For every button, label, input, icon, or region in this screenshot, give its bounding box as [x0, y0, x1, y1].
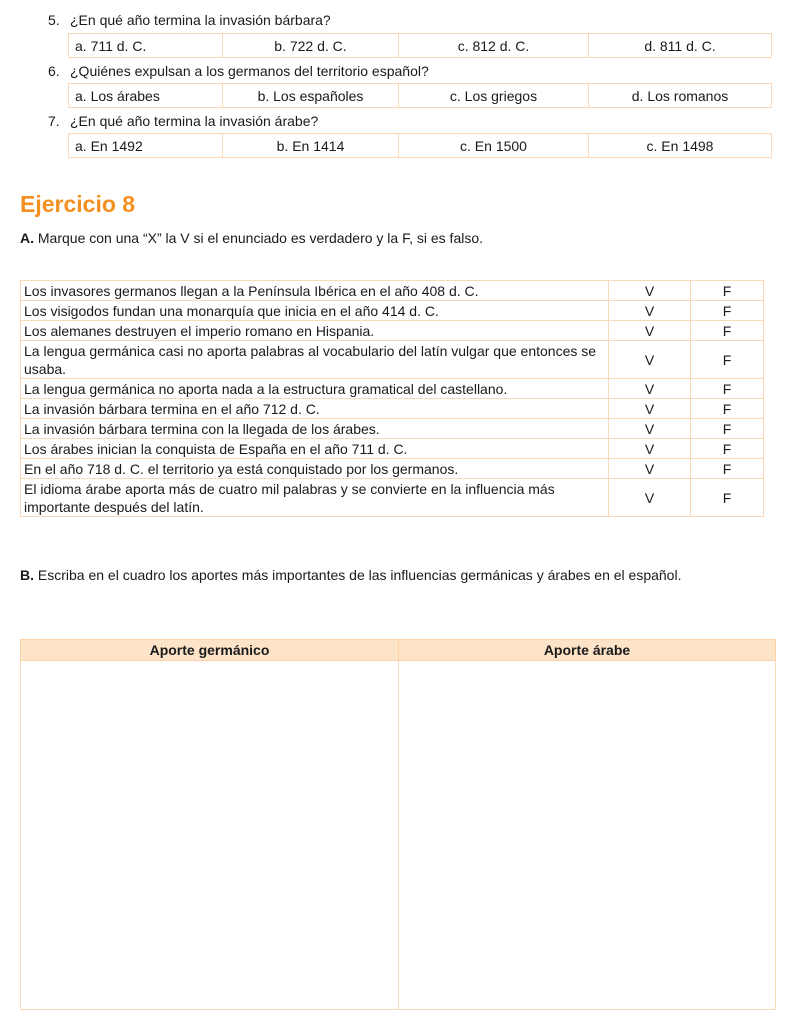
option-c[interactable]: c. 812 d. C.	[399, 34, 589, 58]
statement: El idioma árabe aporta más de cuatro mil palabras y se convierte en la influencia más importante después del latín.	[21, 479, 609, 517]
true-false-table	[20, 280, 764, 517]
header-arabic: Aporte árabe	[399, 640, 776, 661]
true-option[interactable]: V	[609, 341, 691, 379]
question-7-options	[68, 133, 772, 158]
false-option[interactable]: F	[691, 281, 764, 301]
part-b-label: B.	[20, 567, 34, 583]
true-option[interactable]: V	[609, 439, 691, 459]
table-row	[21, 439, 764, 459]
true-option[interactable]: V	[609, 379, 691, 399]
statement: La lengua germánica no aporta nada a la estructura gramatical del castellano.	[21, 379, 609, 399]
option-b[interactable]: b. En 1414	[223, 134, 399, 158]
question-6-options	[68, 83, 772, 108]
table-row	[21, 379, 764, 399]
table-row	[21, 419, 764, 439]
statement: La invasión bárbara termina en el año 712 d. C.	[21, 399, 609, 419]
question-6	[48, 62, 429, 80]
false-option[interactable]: F	[691, 459, 764, 479]
germanic-answer-cell[interactable]	[21, 661, 399, 1010]
false-option[interactable]: F	[691, 321, 764, 341]
table-row	[21, 301, 764, 321]
false-option[interactable]: F	[691, 301, 764, 321]
table-row	[21, 321, 764, 341]
part-b-instruction	[20, 565, 765, 585]
statement: Los invasores germanos llegan a la Península Ibérica en el año 408 d. C.	[21, 281, 609, 301]
false-option[interactable]: F	[691, 439, 764, 459]
statement: La invasión bárbara termina con la llegada de los árabes.	[21, 419, 609, 439]
table-row	[21, 661, 776, 1010]
option-d[interactable]: c. En 1498	[589, 134, 772, 158]
question-text: ¿En qué año termina la invasión árabe?	[70, 113, 319, 129]
question-5	[48, 11, 331, 29]
statement: En el año 718 d. C. el territorio ya está conquistado por los germanos.	[21, 459, 609, 479]
option-b[interactable]: b. 722 d. C.	[223, 34, 399, 58]
part-a-text: Marque con una “X” la V si el enunciado es verdadero y la F, si es falso.	[37, 230, 484, 246]
contributions-table	[20, 639, 776, 1010]
question-text: ¿Quiénes expulsan a los germanos del territorio español?	[70, 63, 429, 79]
option-d[interactable]: d. 811 d. C.	[589, 34, 772, 58]
false-option[interactable]: F	[691, 379, 764, 399]
false-option[interactable]: F	[691, 479, 764, 517]
option-c[interactable]: c. En 1500	[399, 134, 589, 158]
option-a[interactable]: a. Los árabes	[69, 84, 223, 108]
true-option[interactable]: V	[609, 301, 691, 321]
option-c[interactable]: c. Los griegos	[399, 84, 589, 108]
part-a-label: A.	[20, 230, 34, 246]
option-a[interactable]: a. En 1492	[69, 134, 223, 158]
table-row	[21, 281, 764, 301]
statement: Los visigodos fundan una monarquía que inicia en el año 414 d. C.	[21, 301, 609, 321]
true-option[interactable]: V	[609, 399, 691, 419]
arabic-answer-cell[interactable]	[399, 661, 776, 1010]
option-a[interactable]: a. 711 d. C.	[69, 34, 223, 58]
option-d[interactable]: d. Los romanos	[589, 84, 772, 108]
question-text: ¿En qué año termina la invasión bárbara?	[70, 12, 331, 28]
true-option[interactable]: V	[609, 459, 691, 479]
header-germanic: Aporte germánico	[21, 640, 399, 661]
true-option[interactable]: V	[609, 281, 691, 301]
true-option[interactable]: V	[609, 321, 691, 341]
true-option[interactable]: V	[609, 419, 691, 439]
statement: La lengua germánica casi no aporta palabras al vocabulario del latín vulgar que entonces se usaba.	[21, 341, 609, 379]
part-a-instruction	[20, 228, 483, 248]
question-number: 5.	[48, 12, 60, 28]
false-option[interactable]: F	[691, 399, 764, 419]
part-b-text: Escriba en el cuadro los aportes más importantes de las influencias germánicas y árabes en el español.	[37, 567, 682, 583]
table-row	[21, 479, 764, 517]
option-b[interactable]: b. Los españoles	[223, 84, 399, 108]
false-option[interactable]: F	[691, 341, 764, 379]
question-number: 7.	[48, 113, 60, 129]
question-5-options	[68, 33, 772, 58]
exercise-title: Ejercicio 8	[20, 191, 136, 217]
false-option[interactable]: F	[691, 419, 764, 439]
table-row	[21, 399, 764, 419]
table-row	[21, 459, 764, 479]
table-row	[21, 341, 764, 379]
table-header-row	[21, 640, 776, 661]
statement: Los alemanes destruyen el imperio romano en Hispania.	[21, 321, 609, 341]
question-7	[48, 112, 318, 130]
statement: Los árabes inician la conquista de España en el año 711 d. C.	[21, 439, 609, 459]
question-number: 6.	[48, 63, 60, 79]
true-option[interactable]: V	[609, 479, 691, 517]
